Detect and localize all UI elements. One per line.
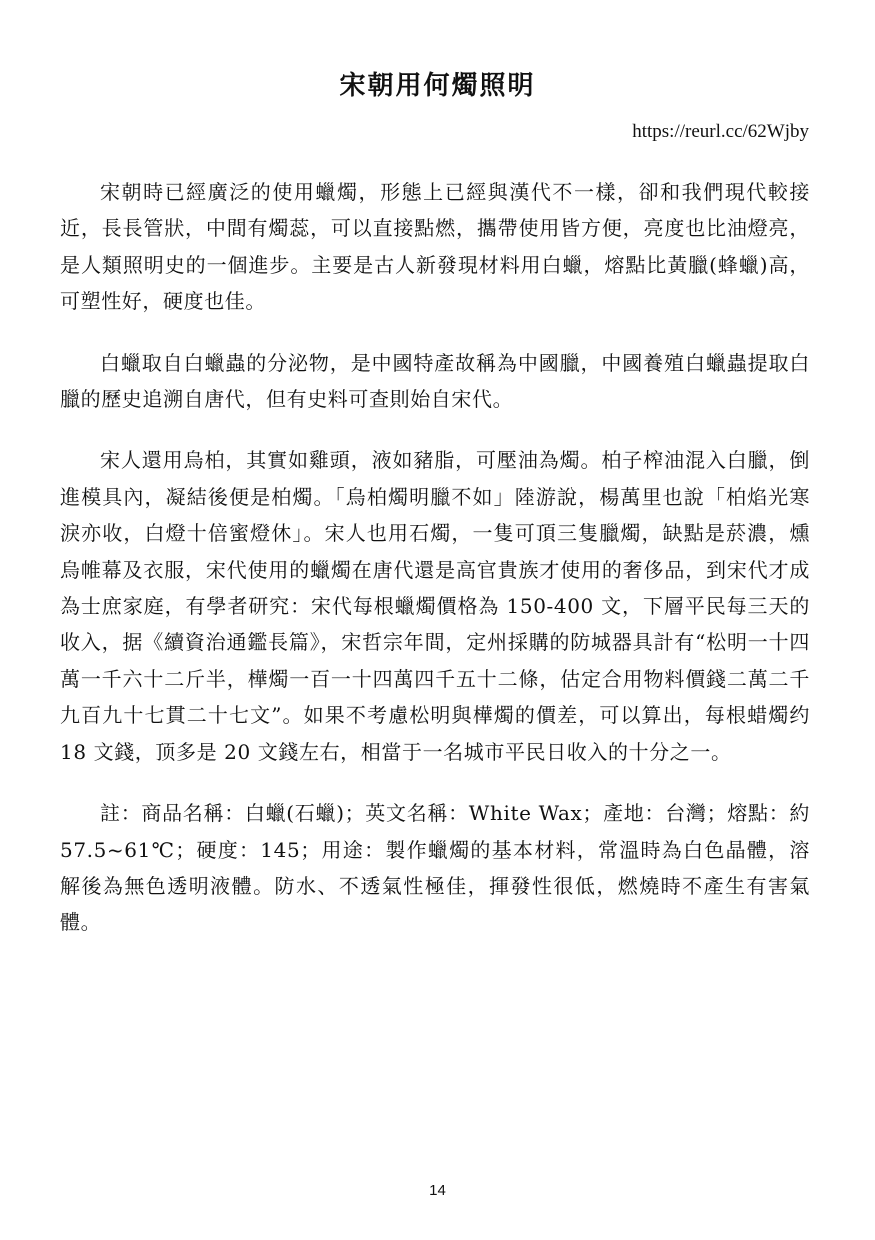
body-text xyxy=(60,174,810,966)
page-title: 宋朝用何燭照明 xyxy=(339,71,536,101)
paragraph-tallow-and-price: 宋人還用烏柏，其實如雞頭，液如豬脂，可壓油為燭。柏子榨油混入白臘，倒進模具內，凝結後便是柏燭。「烏柏燭明臘不如」陸游說，楊萬里也說「柏焰光寒淚亦收，白燈十倍蜜燈休」。宋人也用石燭，一隻可頂三隻臘燭，缺點是菸濃，燻烏帷幕及衣服，宋代使用的蠟燭在唐代還是高官貴族才使用的奢侈品，到宋代才成為士庶家庭，有學者研究：宋代每根蠟燭價格為 150-400 文，下層平民每三天的收入，据《續資治通鑑長篇》，宋哲宗年間，定州採購的防城器具計有“松明一十四萬一千六十二斤半，樺燭一百一十四萬四千五十二條，估定合用物料價錢二萬二千九百九十七貫二十七文”。如果不考慮松明與樺燭的價差，可以算出，每根蜡燭约 18 文錢，顶多是 20 文錢左右，相當于一名城市平民日收入的十分之一。 xyxy=(60,448,810,764)
page-number: 14 xyxy=(429,1182,446,1199)
paragraph-white-wax-origin: 白蠟取自白蠟蟲的分泌物，是中國特產故稱為中國臘，中國養殖白蠟蟲提取白臘的歷史追溯自唐代，但有史料可查則始自宋代。 xyxy=(60,350,810,412)
paragraph-candles-intro: 宋朝時已經廣泛的使用蠟燭，形態上已經與漢代不一樣，卻和我們現代較接近，長長管狀，中間有燭蕊，可以直接點燃，攜帶使用皆方便，亮度也比油燈亮，是人類照明史的一個進步。主要是古人新發現材料用白蠟，熔點比黃臘(蜂蠟)高，可塑性好，硬度也佳。 xyxy=(60,180,810,314)
paragraph-note: 註：商品名稱：白蠟(石蠟)；英文名稱：White Wax；產地：台灣；熔點：約 57.5~61℃；硬度：145；用途：製作蠟燭的基本材料，常溫時為白色晶體，溶解後為無色透明液體。防水、不透氣性極佳，揮發性很低，燃燒時不產生有害氣體。 xyxy=(60,801,810,935)
source-url[interactable]: https://reurl.cc/62Wjby xyxy=(632,121,809,142)
